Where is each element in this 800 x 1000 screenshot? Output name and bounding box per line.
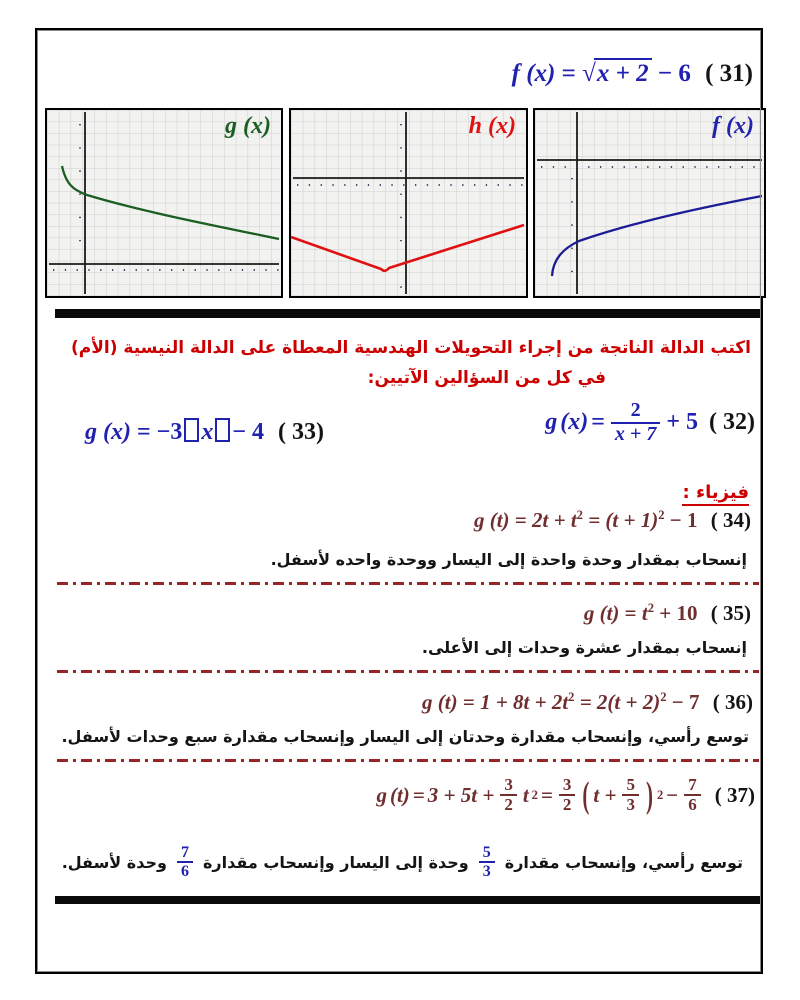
description-35: إنسحاب بمقدار عشرة وحدات إلى الأعلى. — [421, 638, 747, 657]
dash-dot-separator — [57, 582, 759, 585]
eq36-number: ( 36) — [712, 690, 753, 714]
eq37-number: ( 37) — [714, 782, 755, 807]
radical-sign-icon: √ — [582, 60, 596, 87]
section-divider-bar-bottom — [55, 896, 761, 904]
eq32-fraction: $\frac{2}{x + 7}$ — [611, 400, 660, 445]
section-divider-bar-top — [55, 309, 761, 318]
eq31-equals: = — [561, 60, 576, 87]
eq32-equals: = — [591, 409, 605, 436]
eq31-number: ( 31) — [705, 60, 753, 87]
description-36: توسع رأسي، وإنسحاب مقدارة وحدتان إلى اليسار وإنسحاب مقدارة سبع وحدات لأسفل. — [61, 727, 749, 746]
eq32-number: ( 32) — [709, 409, 755, 436]
big-left-paren: ( — [582, 773, 590, 816]
dash-dot-separator — [57, 759, 759, 762]
eq33-variable: x — [201, 419, 214, 445]
graph-panel-f — [533, 108, 766, 298]
eq34-number: ( 34) — [710, 508, 751, 532]
eq31-radicand: x + 2 — [594, 58, 652, 87]
equation-31 — [512, 60, 753, 88]
equation-32 — [545, 400, 755, 445]
eq31-fname: f — [511, 60, 520, 87]
graph-label-f: f (x) — [712, 113, 754, 139]
eq31-arg: (x) — [526, 60, 556, 87]
missing-glyph-box-icon — [184, 418, 199, 442]
eq37-fraction-4: $\frac{7}{6}$ — [684, 776, 701, 815]
eq33-arg: (x) — [103, 419, 131, 445]
desc37-fraction-1: $\frac{5}{3}$ — [479, 844, 495, 881]
eq33-equals: = −3 — [136, 419, 183, 445]
eq32-tail: + 5 — [666, 409, 699, 436]
eq32-arg: (x) — [560, 409, 589, 436]
desc37-fraction-2: $\frac{7}{6}$ — [177, 844, 193, 881]
graph-label-h: h (x) — [468, 113, 516, 139]
description-37: توسع رأسي، وإنسحاب مقدارة $\frac{5}{3}$ وحدة إلى اليسار وإنسحاب مقدارة $\frac{7}{6}$ وحدة لأسفل. — [61, 844, 743, 881]
eq37-fraction-2: $\frac{3}{2}$ — [559, 776, 576, 815]
eq37-fraction-1: $\frac{3}{2}$ — [500, 776, 517, 815]
eq32-fname: g — [545, 409, 558, 436]
eq33-number: ( 33) — [278, 419, 325, 445]
eq37-fraction-3: $\frac{5}{3}$ — [622, 776, 639, 815]
physics-heading: فيزياء : — [682, 482, 749, 506]
equation-37: g (t) = 3 + 5t + $\frac{3}{2}$ t 2 = $\frac{3}{2}$ ( t + $\frac{5}{3}$ ) 2 − $\frac{7}{6}$ ( 37) — [376, 773, 755, 816]
description-34: إنسحاب بمقدار وحدة واحدة إلى اليسار ووحدة واحده لأسفل. — [270, 550, 747, 569]
equation-36: g $(t) = 1 + 8t + 2t^2 = 2(t + 2)^2 - 7$ ( 36) — [422, 690, 753, 714]
eq33-fname: g — [85, 419, 97, 445]
instruction-line-2: في كل من السؤالين الآتيين: — [367, 368, 606, 388]
graph-label-g: g (x) — [225, 113, 271, 139]
big-right-paren: ) — [645, 773, 653, 816]
equation-35: g $(t) = t^2 + 10$ ( 35) — [583, 601, 751, 625]
eq33-tail: − 4 — [232, 419, 265, 445]
graph-panel-g — [45, 108, 283, 298]
missing-glyph-box-icon — [215, 418, 230, 442]
dash-dot-separator — [57, 670, 759, 673]
equation-33 — [85, 418, 324, 446]
instruction-line-1: اكتب الدالة الناتجة من إجراء التحويلات الهندسية المعطاة على الدالة النيسية (الأم) — [71, 338, 751, 358]
equation-34: g $(t) = 2t + t^2 = (t + 1)^2 - 1$ ( 34) — [473, 508, 751, 532]
eq35-number: ( 35) — [710, 601, 751, 625]
page-border-frame — [35, 28, 763, 974]
eq31-tail: − 6 — [657, 60, 691, 87]
graph-panel-h — [289, 108, 528, 298]
